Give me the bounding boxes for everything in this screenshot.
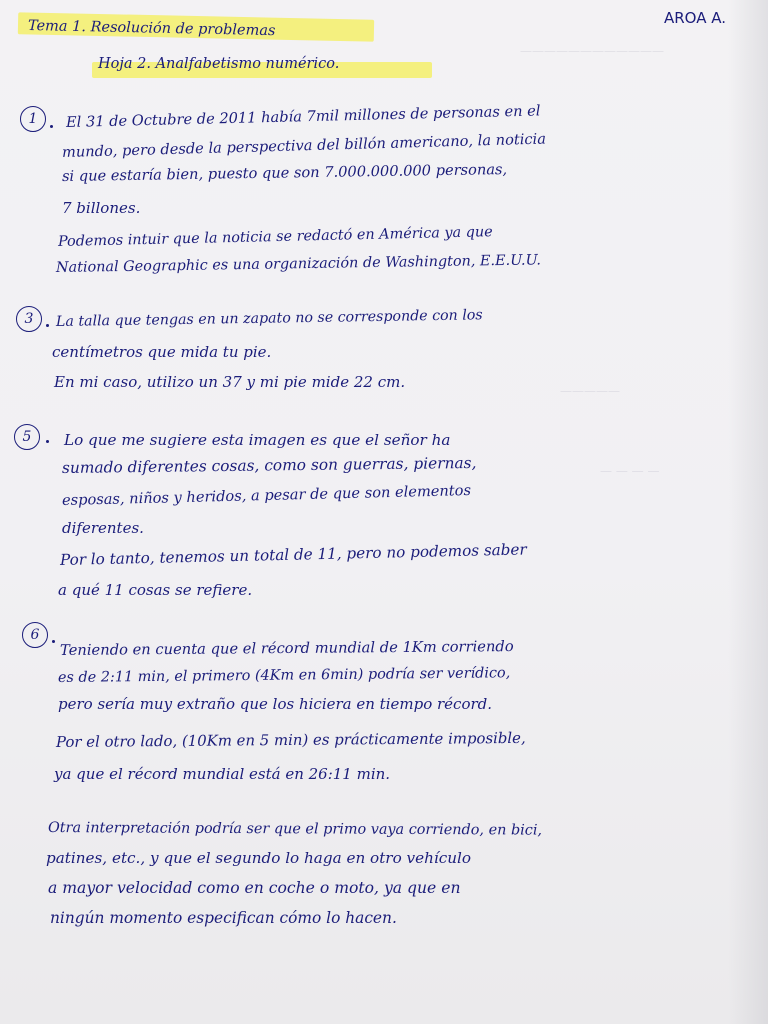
- answer-line: pero sería muy extraño que los hiciera en tiempo récord.: [58, 695, 493, 713]
- answer-line: ningún momento especifican cómo lo hacen.: [50, 909, 397, 927]
- answer-line: Por lo tanto, tenemos un total de 11, pero no podemos saber: [59, 540, 527, 569]
- answer-line: mundo, pero desde la perspectiva del billón americano, la noticia: [61, 130, 547, 161]
- answer-line: Por el otro lado, (10Km en 5 min) es prácticamente imposible,: [55, 728, 526, 751]
- answer-line: Teniendo en cuenta que el récord mundial de 1Km corriendo: [59, 638, 514, 659]
- question-number-5: 5: [14, 424, 40, 450]
- answer-line: es de 2:11 min, el primero (4Km en 6min) podría ser verídico,: [57, 665, 511, 686]
- answer-line: patines, etc., y que el segundo lo haga en otro vehículo: [46, 849, 472, 867]
- answer-line: si que estaría bien, puesto que son 7.000.000.000 personas,: [61, 161, 508, 185]
- answer-line: centímetros que mida tu pie.: [52, 343, 272, 361]
- answer-line: a mayor velocidad como en coche o moto, ya que en: [48, 879, 461, 897]
- question-number-6: 6: [22, 622, 48, 648]
- question-number-1: 1: [20, 106, 46, 132]
- answer-line: El 31 de Octubre de 2011 había 7mil millones de personas en el: [65, 102, 541, 131]
- bullet-dot: [52, 640, 55, 643]
- answer-line: Lo que me sugiere esta imagen es que el señor ha: [64, 431, 451, 449]
- answer-line: Podemos intuir que la noticia se redactó en América ya que: [57, 224, 493, 250]
- answer-line: sumado diferentes cosas, como son guerras, piernas,: [61, 453, 477, 477]
- answer-line: 7 billones.: [62, 199, 141, 217]
- answer-line: esposas, niños y heridos, a pesar de que son elementos: [61, 482, 472, 509]
- answer-line: National Geographic es una organización de Washington, E.E.U.U.: [55, 252, 542, 276]
- answer-line: En mi caso, utilizo un 37 y mi pie mide 22 cm.: [54, 373, 406, 391]
- page-title: Tema 1. Resolución de problemas: [27, 18, 276, 40]
- page-subtitle: Hoja 2. Analfabetismo numérico.: [98, 56, 340, 72]
- answer-line: diferentes.: [62, 519, 144, 537]
- answer-line: a qué 11 cosas se refiere.: [58, 581, 253, 599]
- answer-line: Otra interpretación podría ser que el primo vaya corriendo, en bici,: [47, 820, 543, 839]
- show-through-marks: — — — —: [600, 464, 660, 478]
- show-through-marks: —————: [560, 384, 620, 398]
- bullet-dot: [50, 125, 53, 128]
- bullet-dot: [46, 324, 49, 327]
- author-name: AROA A.: [664, 9, 727, 27]
- show-through-marks: ————————————: [520, 44, 664, 58]
- question-number-3: 3: [16, 306, 42, 332]
- bullet-dot: [46, 440, 49, 443]
- answer-line: ya que el récord mundial está en 26:11 min.: [54, 765, 391, 783]
- answer-line: La talla que tengas en un zapato no se corresponde con los: [55, 307, 483, 330]
